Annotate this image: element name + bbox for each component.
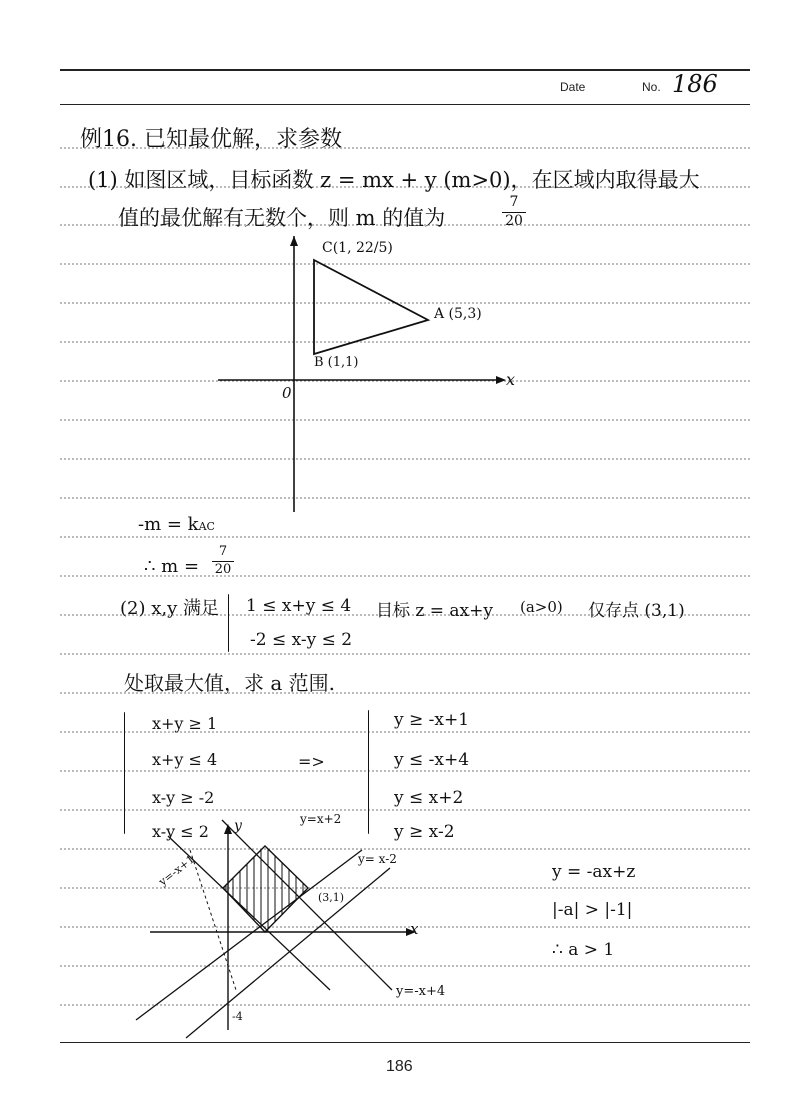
right-ineq-1: y ≥ -x+1 bbox=[394, 710, 470, 730]
line-y-x-minus-2 bbox=[186, 868, 390, 1038]
date-label: Date bbox=[560, 80, 586, 94]
side-work-3: ∴ a > 1 bbox=[552, 940, 615, 960]
example-title: 例16. 已知最优解，求参数 bbox=[80, 127, 342, 152]
part1-x-axis-label: x bbox=[506, 370, 516, 389]
part2-lead: (2) x,y 满足 bbox=[120, 598, 219, 619]
graph-point-label: (3,1) bbox=[318, 891, 345, 904]
graph-label-top: y=x+2 bbox=[300, 812, 342, 826]
left-ineq-4: x-y ≤ 2 bbox=[152, 822, 209, 841]
part2-cond2: -2 ≤ x-y ≤ 2 bbox=[250, 630, 353, 650]
feasible-region-outline bbox=[223, 846, 308, 932]
side-work-1: y = -ax+z bbox=[552, 862, 636, 882]
graph-label-bottom: y=-x+4 bbox=[396, 984, 446, 999]
left-ineq-2: x+y ≤ 4 bbox=[152, 750, 218, 769]
page-no-handwritten: 186 bbox=[672, 70, 718, 98]
point-c-label: C(1, 22/5) bbox=[322, 240, 393, 256]
objective-dashed-line bbox=[190, 850, 236, 990]
work-slope-subscript: AC bbox=[198, 520, 215, 533]
implies-arrow: => bbox=[298, 752, 325, 771]
right-ineq-2: y ≤ -x+4 bbox=[394, 750, 470, 770]
part2-objective: 目标 z = ax+y bbox=[376, 601, 493, 621]
point-b-label: B (1,1) bbox=[314, 355, 359, 370]
graph-label-mid: y= x-2 bbox=[358, 852, 397, 866]
side-work-2: |-a| > |-1| bbox=[552, 900, 633, 920]
graph-label-left: y=-x+1 bbox=[156, 852, 198, 889]
part1-line1: (1) 如图区域，目标函数 z = mx + y (m>0)，在区域内取得最大 bbox=[88, 168, 700, 192]
right-ineq-3: y ≤ x+2 bbox=[394, 788, 464, 808]
work-m-denominator: 20 bbox=[214, 562, 232, 577]
point-a-label: A (5,3) bbox=[434, 306, 482, 322]
part1-answer-numerator: 7 bbox=[509, 194, 519, 210]
part1-answer-denominator: 20 bbox=[505, 213, 523, 229]
work-slope-text: -m = k bbox=[138, 514, 199, 535]
part1-line2: 值的最优解有无数个，则 m 的值为 bbox=[118, 206, 446, 230]
part2-cond1: 1 ≤ x+y ≤ 4 bbox=[246, 596, 352, 616]
no-label: No. bbox=[642, 80, 661, 94]
footer-rule bbox=[60, 1042, 750, 1043]
page-number: 186 bbox=[386, 1058, 413, 1075]
part2-unique-point: 仅存点 (3,1) bbox=[588, 601, 685, 621]
left-ineq-1: x+y ≥ 1 bbox=[152, 714, 218, 733]
part2-x-axis-label: x bbox=[410, 920, 419, 938]
work-m-numerator: 7 bbox=[218, 544, 228, 559]
part2-line3: 处取最大值，求 a 范围. bbox=[124, 671, 335, 695]
left-ineq-3: x-y ≥ -2 bbox=[152, 788, 215, 807]
origin-label: 0 bbox=[282, 384, 292, 402]
part2-neg-tick-label: -4 bbox=[232, 1010, 243, 1023]
right-ineq-4: y ≥ x-2 bbox=[394, 822, 455, 842]
work-m-line: ∴ m = bbox=[144, 556, 200, 577]
part2-a-positive: (a>0) bbox=[520, 598, 563, 616]
part2-y-axis-label: y bbox=[234, 818, 242, 834]
